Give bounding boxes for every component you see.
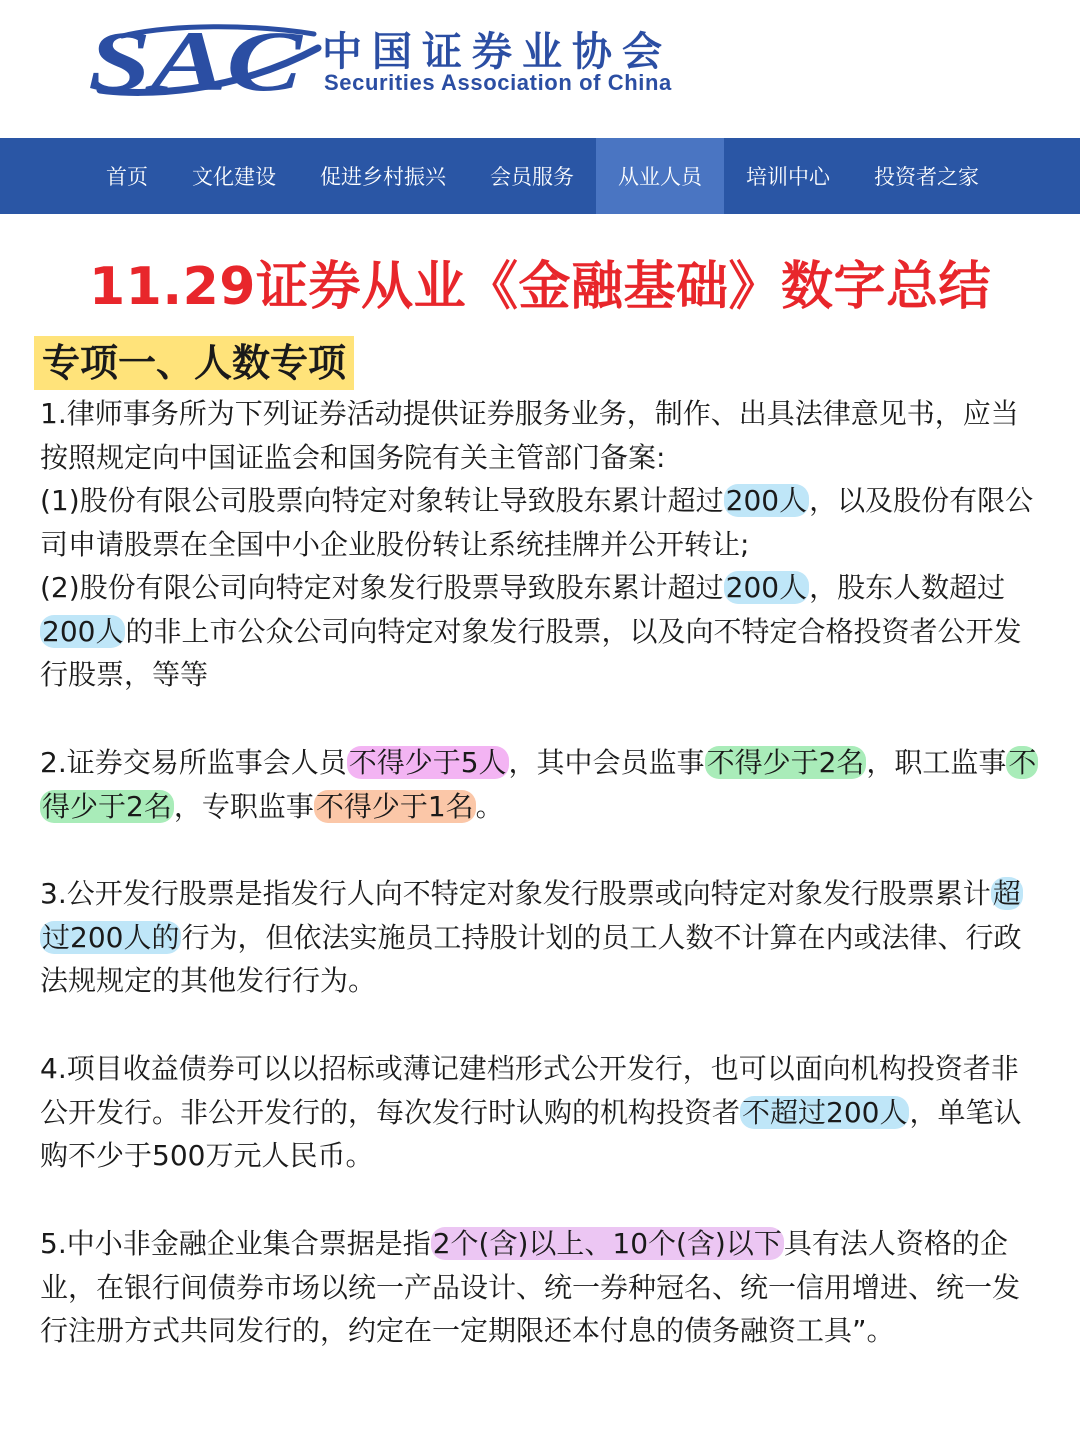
main-nav [0,138,1080,214]
nav-item-training-center[interactable]: 培训中心 [746,165,830,189]
highlight-over-200: 超过200人的 [42,877,1021,954]
p3-text-a: 3.公开发行股票是指发行人向不特定对象发行股票或向特定对象发行股票累计 [40,877,991,910]
p2-text-i: 。 [475,789,504,823]
nav-item-home[interactable]: 首页 [106,165,148,189]
logo-mark-text: SAC [88,18,305,108]
p4-text-c: ，单笔认购不少于500万元人民币。 [40,1095,1022,1172]
paragraph-4 [40,1047,1040,1178]
p1-item1-text: (1)股份有限公司股票向特定对象转让导致股东累计超过 [40,484,724,517]
p1-item2-rest: 的非上市公众公司向特定对象发行股票，以及向不特定合格投资者公开发行股票，等等 [40,614,1022,691]
nav-item-member-services[interactable]: 会员服务 [490,165,574,189]
p1-item1-rest: ，以及股份有限公司申请股票在全国中小企业股份转让系统挂牌并公开转让; [40,484,1034,561]
nav-item-rural-revitalization[interactable]: 促进乡村振兴 [320,165,446,189]
nav-item-practitioners[interactable]: 从业人员 [596,138,724,214]
nav-item-investor-home[interactable]: 投资者之家 [874,165,979,189]
p2-text-g: ，专职监事 [173,789,314,823]
p5-text-c: 具有法人资格的企业，在银行间债券市场以统一产品设计、统一券种冠名、统一信用增进、统一发行注册方式共同发行的，约定在一定期限还本付息的债务融资工具”。 [40,1227,1021,1347]
logo-english-name: Securities Association of China [324,70,672,95]
p2-text-c: ，其中会员监事 [508,746,705,779]
highlight-min-2-member: 不得少于2名 [706,746,865,779]
nav-item-culture[interactable]: 文化建设 [192,165,276,189]
p1-item2-mid: ，股东人数超过 [809,571,1006,604]
highlight-200-people: 200人 [725,484,808,517]
highlight-min-2-staff: 不得少于2名 [42,746,1037,823]
logo-chinese-name: 中国证券业协会 [322,29,672,75]
paragraph-3 [40,872,1040,1003]
p1-item2-text: (2)股份有限公司向特定对象发行股票导致股东累计超过 [40,571,724,604]
page-title: 11.29证券从业《金融基础》数字总结 [89,257,991,317]
sac-logo[interactable] [82,18,742,118]
highlight-2-to-10: 2个(含)以上、10个(含)以下 [432,1227,782,1260]
highlight-200-people: 200人 [42,614,124,648]
paragraph-2 [40,741,1040,828]
highlight-max-200: 不超过200人 [742,1095,908,1129]
highlight-min-1: 不得少于1名 [315,789,474,823]
highlight-min-5: 不得少于5人 [348,746,507,779]
paragraph-1 [40,392,1040,697]
p5-text-a: 5.中小非金融企业集合票据是指 [40,1227,431,1260]
p4-text-a: 4.项目收益债券可以以招标或薄记建档形式公开发行，也可以面向机构投资者非公开发行。非公开发行的，每次发行时认购的机构投资者 [40,1052,1019,1129]
p2-text-a: 2.证券交易所监事会人员 [40,746,347,779]
section-heading: 专项一、人数专项 [34,336,354,390]
paragraph-5 [40,1222,1040,1353]
p3-text-c: 行为，但依法实施员工持股计划的员工人数不计算在内或法律、行政法规规定的其他发行行为。 [40,920,1022,997]
highlight-200-people: 200人 [725,571,808,604]
p1-intro: 1.律师事务所为下列证券活动提供证券服务业务，制作、出具法律意见书，应当按照规定向中国证监会和国务院有关主管部门备案: [40,397,1019,474]
p2-text-e: ，职工监事 [866,746,1007,779]
sac-logo-mark [82,18,322,108]
